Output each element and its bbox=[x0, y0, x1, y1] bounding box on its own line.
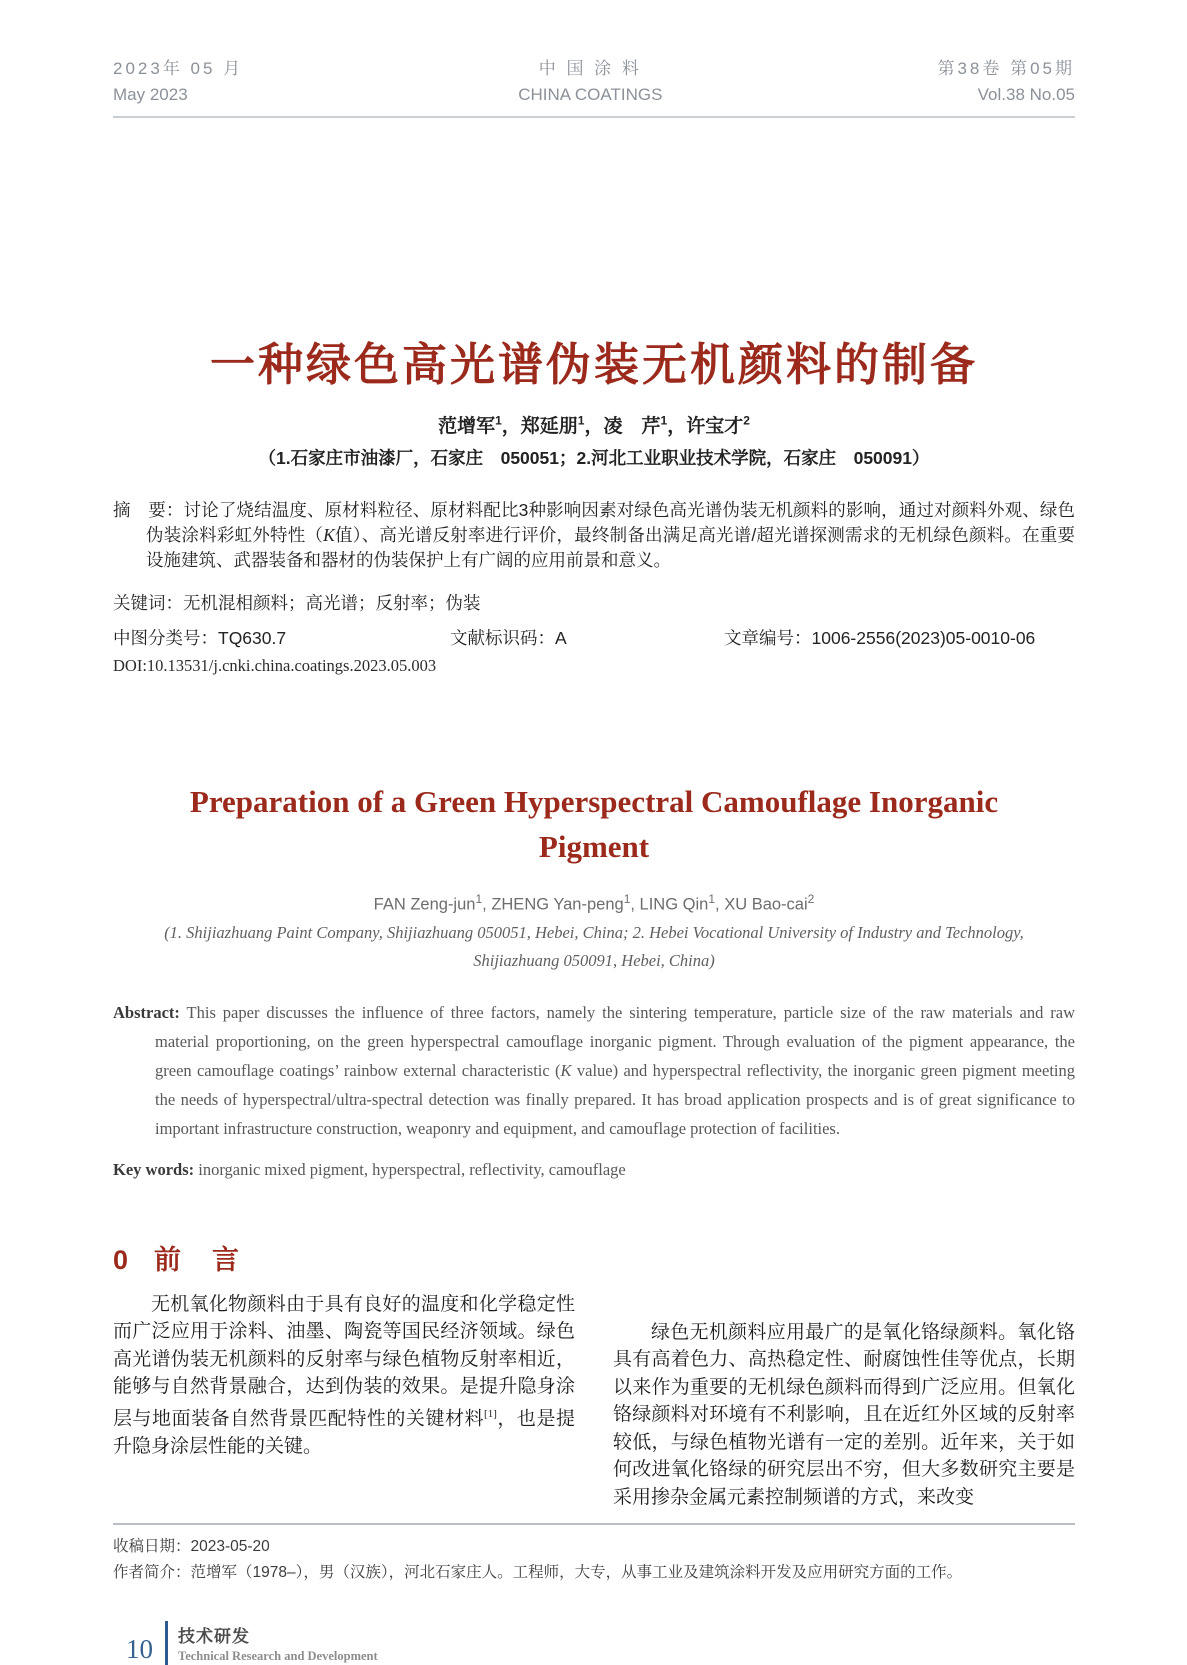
received-date-line bbox=[113, 1534, 1075, 1560]
clc-value: TQ630.7 bbox=[218, 628, 287, 649]
classification-row bbox=[113, 625, 1075, 650]
author-bio-label: 作者简介： bbox=[113, 1563, 191, 1581]
keywords-text-cn: 无机混相颜料；高光谱；反射率；伪装 bbox=[183, 593, 481, 614]
doc-code-value: A bbox=[555, 628, 567, 649]
footer-section-subtitle: Technical Research and Development bbox=[178, 1649, 378, 1664]
body-columns bbox=[113, 1291, 1075, 1512]
abstract-text-cn: 讨论了烧结温度、原材料粒径、原材料配比3种影响因素对绿色高光谱伪装无机颜料的影响，通过对颜料外观、绿色伪装涂料彩虹外特性（ bbox=[146, 499, 1076, 545]
body-text: 无机氧化物颜料由于具有良好的温度和化学稳定性而广泛应用于涂料、油墨、陶瓷等国民经济领域。绿色高光谱伪装无机颜料的反射率与绿色植物反射率相近，能够与自然背景融合，达到伪装的效果。是提升隐身涂层与地面装备自然背景匹配特性的关键材料 bbox=[113, 1293, 575, 1430]
abstract-text-en: value) and hyperspectral reflectivity, the inorganic green pigment meeting the needs of hyperspectral/ultra-spectral detection was finally prepared. It has broad application prospects and is of great significance to important infrastructure construction, weaponry and equipment, and camouflage protection of facilities. bbox=[155, 1061, 1075, 1139]
author-bio-line bbox=[113, 1560, 1075, 1586]
abstract-en bbox=[113, 998, 1075, 1143]
abstract-label-en: Abstract: bbox=[113, 1003, 180, 1023]
doc-code-label: 文献标识码： bbox=[450, 628, 555, 649]
journal-header bbox=[113, 56, 1075, 118]
section-number: 0 bbox=[113, 1244, 131, 1275]
keywords-label-en: Key words: bbox=[113, 1159, 195, 1179]
author-separator: , bbox=[482, 895, 492, 914]
doc-code-field bbox=[450, 625, 724, 650]
section-heading bbox=[113, 1238, 1075, 1277]
header-journal-cn: 中 国 涂 料 bbox=[538, 59, 642, 78]
footnote-block bbox=[113, 1523, 1075, 1585]
author-name: LING Qin bbox=[639, 895, 709, 914]
author-bio-text: 范增军（1978–），男（汉族），河北石家庄人。工程师，大专，从事工业及建筑涂料开发及应用研究方面的工作。 bbox=[190, 1563, 963, 1581]
body-paragraph: 绿色无机颜料应用最广的是氧化铬绿颜料。氧化铬具有高着色力、高热稳定性、耐腐蚀性佳等优点，长期以来作为重要的无机绿色颜料而得到广泛应用。但氧化铬绿颜料对环境有不利影响，且在近红外区域的反射率较低，与绿色植物光谱有一定的差别。近年来，关于如何改进氧化铬绿的研究层出不穷，但大多数研究主要是采用掺杂金属元素控制频谱的方式，来改变 bbox=[613, 1321, 1075, 1508]
article-id-label: 文章编号： bbox=[724, 628, 812, 649]
author-affil-sup: 1 bbox=[708, 892, 716, 907]
header-issue-en: Vol.38 No.05 bbox=[977, 85, 1075, 105]
keywords-text-en: inorganic mixed pigment, hyperspectral, reflectivity, camouflage bbox=[194, 1159, 626, 1179]
header-date-en: May 2023 bbox=[113, 85, 188, 105]
footer-section bbox=[178, 1622, 378, 1664]
author-separator: , bbox=[630, 895, 640, 914]
affiliation-en: (1. Shijiazhuang Paint Company, Shijiazhuang 050051, Hebei, China; 2. Hebei Vocational University of Industry and Technology, Shijiazhuang 050091, Hebei, China) bbox=[164, 922, 1024, 971]
keywords-label-cn: 关键词： bbox=[113, 593, 183, 614]
k-value-symbol: K bbox=[323, 524, 335, 545]
author-name: 许宝才 bbox=[686, 415, 744, 437]
section-title: 前 言 bbox=[154, 1244, 242, 1275]
page-number: 10 bbox=[126, 1634, 153, 1665]
author-name: FAN Zeng-jun bbox=[373, 895, 476, 914]
abstract-text-en: This paper discusses the influence of three factors, namely the sintering temperature, particle size of the raw materials and raw material proportioning, on the green hyperspectral camouflage inorganic pigment. Through evaluation of the pigment appearance, the green camouflage coatings’ rainbow external characteristic ( bbox=[155, 1003, 1075, 1081]
article-id-field bbox=[724, 625, 1075, 650]
author-affil-sup: 1 bbox=[577, 413, 585, 428]
citation-ref: [1] bbox=[484, 1407, 497, 1420]
header-date bbox=[113, 56, 243, 109]
author-list-cn bbox=[113, 411, 1075, 438]
author-name: ZHENG Yan-peng bbox=[491, 895, 624, 914]
header-journal-en: CHINA COATINGS bbox=[518, 85, 663, 105]
header-issue-cn: 第38卷 第05期 bbox=[937, 59, 1075, 78]
k-value-symbol: K bbox=[560, 1061, 572, 1081]
abstract-label-cn: 摘 要： bbox=[113, 499, 184, 520]
article-title-cn: 一种绿色高光谱伪装无机颜料的制备 bbox=[209, 338, 978, 390]
keywords-en bbox=[113, 1160, 1075, 1180]
received-date-value: 2023-05-20 bbox=[190, 1538, 270, 1556]
author-name: 凌 芹 bbox=[603, 415, 661, 437]
author-affil-sup: 1 bbox=[495, 413, 502, 428]
article-id-value: 1006-2556(2023)05-0010-06 bbox=[811, 628, 1036, 649]
author-affil-sup: 1 bbox=[623, 892, 631, 907]
author-separator: ， bbox=[584, 415, 604, 437]
body-column-left bbox=[113, 1291, 575, 1512]
author-name: 郑延朋 bbox=[520, 415, 578, 437]
author-separator: , bbox=[715, 895, 725, 914]
abstract-cn bbox=[113, 498, 1075, 573]
body-text: ，也是提升隐身涂层性能的关键。 bbox=[113, 1408, 575, 1457]
clc-label: 中图分类号： bbox=[113, 628, 218, 649]
author-list-en bbox=[113, 892, 1075, 915]
received-date-label: 收稿日期： bbox=[113, 1538, 191, 1556]
header-date-cn: 2023年 05 月 bbox=[113, 59, 244, 78]
abstract-text-cn: 值）、高光谱反射率进行评价，最终制备出满足高光谱/超光谱探测需求的无机绿色颜料。在重要设施建筑、武器装备和器材的伪装保护上有广阔的应用前景和意义。 bbox=[146, 524, 1076, 570]
clc-field bbox=[113, 625, 450, 650]
doi-text: DOI:10.13531/j.cnki.china.coatings.2023.05.003 bbox=[113, 656, 437, 676]
header-journal-title bbox=[518, 56, 662, 109]
author-affil-sup: 2 bbox=[807, 892, 815, 907]
author-affil-sup: 1 bbox=[660, 413, 668, 428]
footer-section-title: 技术研发 bbox=[178, 1627, 250, 1647]
author-separator: ， bbox=[667, 415, 687, 437]
body-paragraph bbox=[113, 1291, 575, 1460]
article-title-en: Preparation of a Green Hyperspectral Camouflage Inorganic Pigment bbox=[189, 784, 999, 865]
author-separator: ， bbox=[501, 415, 521, 437]
keywords-cn bbox=[113, 590, 1075, 615]
author-name: XU Bao-cai bbox=[724, 895, 808, 914]
page-footer bbox=[126, 1621, 1075, 1665]
affiliation-cn: （1.石家庄市油漆厂，石家庄 050051；2.河北工业职业技术学院，石家庄 050091） bbox=[258, 447, 930, 468]
author-name: 范增军 bbox=[438, 415, 496, 437]
header-issue bbox=[937, 56, 1075, 109]
footer-divider-bar bbox=[165, 1621, 168, 1665]
author-affil-sup: 2 bbox=[743, 413, 750, 428]
body-column-right bbox=[613, 1291, 1075, 1512]
author-affil-sup: 1 bbox=[475, 892, 483, 907]
